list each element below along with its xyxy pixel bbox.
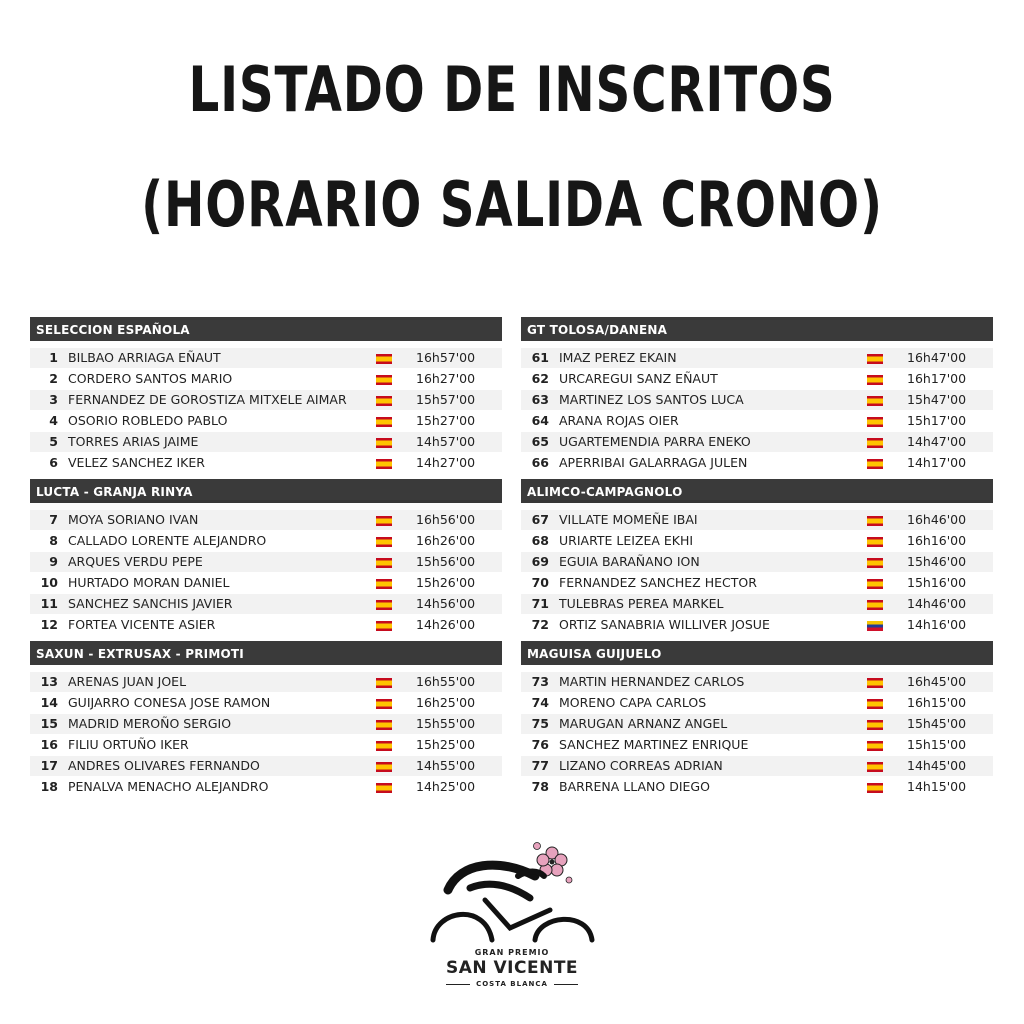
start-time: 14h46'00 xyxy=(907,596,967,611)
spain-flag-icon xyxy=(376,720,392,730)
rider-name: HURTADO MORAN DANIEL xyxy=(68,575,230,590)
rider-row xyxy=(30,551,502,572)
rider-row xyxy=(521,551,993,572)
start-time: 16h26'00 xyxy=(416,533,476,548)
rider-name: CORDERO SANTOS MARIO xyxy=(68,371,233,386)
rider-row xyxy=(521,530,993,551)
rider-name: URIARTE LEIZEA EKHI xyxy=(559,533,694,548)
start-time: 14h27'00 xyxy=(416,455,476,470)
rider-name: MARTIN HERNANDEZ CARLOS xyxy=(559,674,745,689)
rider-name: URCAREGUI SANZ EÑAUT xyxy=(559,371,718,386)
rider-row xyxy=(521,368,993,389)
rider-row xyxy=(521,593,993,614)
rider-row xyxy=(521,692,993,713)
rider-number: 18 xyxy=(40,779,58,794)
spain-flag-icon xyxy=(376,579,392,589)
start-time: 16h27'00 xyxy=(416,371,476,386)
rider-number: 71 xyxy=(531,596,549,611)
spain-flag-icon xyxy=(867,396,883,406)
start-time: 14h45'00 xyxy=(907,758,967,773)
start-time: 16h55'00 xyxy=(416,674,476,689)
team-header: GT TOLOSA/DANENA xyxy=(521,317,993,341)
rider-name: VILLATE MOMEÑE IBAI xyxy=(559,512,698,527)
team-block xyxy=(521,317,993,473)
spain-flag-icon xyxy=(376,417,392,427)
rider-number: 12 xyxy=(40,617,58,632)
rider-number: 72 xyxy=(531,617,549,632)
rider-row xyxy=(521,347,993,368)
rider-name: EGUIA BARAÑANO ION xyxy=(559,554,700,569)
spain-flag-icon xyxy=(376,537,392,547)
rider-name: FORTEA VICENTE ASIER xyxy=(68,617,216,632)
start-time: 14h16'00 xyxy=(907,617,967,632)
rider-name: MORENO CAPA CARLOS xyxy=(559,695,707,710)
rider-name: FILIU ORTUÑO IKER xyxy=(68,737,189,752)
rider-number: 7 xyxy=(49,512,58,527)
rider-name: SANCHEZ MARTINEZ ENRIQUE xyxy=(559,737,749,752)
rider-name: PENALVA MENACHO ALEJANDRO xyxy=(68,779,269,794)
rider-number: 70 xyxy=(531,575,549,590)
start-time: 15h27'00 xyxy=(416,413,476,428)
spain-flag-icon xyxy=(376,558,392,568)
rider-name: CALLADO LORENTE ALEJANDRO xyxy=(68,533,267,548)
rider-name: IMAZ PEREZ EKAIN xyxy=(559,350,677,365)
start-time: 15h46'00 xyxy=(907,554,967,569)
start-time: 15h25'00 xyxy=(416,737,476,752)
spain-flag-icon xyxy=(376,699,392,709)
rider-name: BILBAO ARRIAGA EÑAUT xyxy=(68,350,221,365)
rider-number: 5 xyxy=(49,434,58,449)
rider-name: MOYA SORIANO IVAN xyxy=(68,512,199,527)
team-header: MAGUISA GUIJUELO xyxy=(521,641,993,665)
start-time: 16h56'00 xyxy=(416,512,476,527)
rider-name: LIZANO CORREAS ADRIAN xyxy=(559,758,723,773)
start-time: 15h55'00 xyxy=(416,716,476,731)
rider-name: BARRENA LLANO DIEGO xyxy=(559,779,710,794)
spain-flag-icon xyxy=(376,459,392,469)
team-header: SELECCION ESPAÑOLA xyxy=(30,317,502,341)
rider-name: FERNANDEZ DE GOROSTIZA MITXELE AIMAR xyxy=(68,392,347,407)
rider-name: MARTINEZ LOS SANTOS LUCA xyxy=(559,392,744,407)
rider-number: 10 xyxy=(40,575,58,590)
spain-flag-icon xyxy=(867,678,883,688)
team-header: LUCTA - GRANJA RINYA xyxy=(30,479,502,503)
rider-row xyxy=(521,776,993,797)
rider-row xyxy=(521,671,993,692)
rider-row xyxy=(30,347,502,368)
rider-name: ARENAS JUAN JOEL xyxy=(68,674,187,689)
spain-flag-icon xyxy=(376,396,392,406)
rider-name: OSORIO ROBLEDO PABLO xyxy=(68,413,228,428)
rider-name: SANCHEZ SANCHIS JAVIER xyxy=(68,596,233,611)
start-time: 14h25'00 xyxy=(416,779,476,794)
start-time: 16h16'00 xyxy=(907,533,967,548)
start-time: 14h56'00 xyxy=(416,596,476,611)
rider-number: 78 xyxy=(531,779,549,794)
logo-san-vicente-text: SAN VICENTE xyxy=(445,958,579,978)
spain-flag-icon xyxy=(867,438,883,448)
rider-row xyxy=(521,431,993,452)
rider-number: 75 xyxy=(531,716,549,731)
rider-row xyxy=(30,776,502,797)
rider-number: 6 xyxy=(49,455,58,470)
start-time: 16h25'00 xyxy=(416,695,476,710)
spain-flag-icon xyxy=(867,783,883,793)
spain-flag-icon xyxy=(867,516,883,526)
rider-name: ARQUES VERDU PEPE xyxy=(68,554,203,569)
team-header: ALIMCO-CAMPAGNOLO xyxy=(521,479,993,503)
rider-row xyxy=(521,389,993,410)
start-time: 16h17'00 xyxy=(907,371,967,386)
rider-name: ARANA ROJAS OIER xyxy=(559,413,679,428)
spain-flag-icon xyxy=(867,537,883,547)
spain-flag-icon xyxy=(376,762,392,772)
rider-name: FERNANDEZ SANCHEZ HECTOR xyxy=(559,575,757,590)
right-column xyxy=(521,317,993,803)
rider-number: 15 xyxy=(40,716,58,731)
spain-flag-icon xyxy=(376,741,392,751)
start-time: 15h56'00 xyxy=(416,554,476,569)
rider-name: VELEZ SANCHEZ IKER xyxy=(68,455,205,470)
spain-flag-icon xyxy=(867,459,883,469)
start-time: 16h47'00 xyxy=(907,350,967,365)
spain-flag-icon xyxy=(867,579,883,589)
page-title-line1: LISTADO DE INSCRITOS xyxy=(188,53,836,126)
spain-flag-icon xyxy=(867,558,883,568)
rider-number: 76 xyxy=(531,737,549,752)
start-time: 16h15'00 xyxy=(907,695,967,710)
rider-name: MARUGAN ARNANZ ANGEL xyxy=(559,716,728,731)
spain-flag-icon xyxy=(376,600,392,610)
rider-row xyxy=(30,755,502,776)
rider-row xyxy=(521,509,993,530)
rider-row xyxy=(30,452,502,473)
rider-number: 74 xyxy=(531,695,549,710)
cyclist-icon xyxy=(433,865,592,940)
start-time: 16h45'00 xyxy=(907,674,967,689)
spain-flag-icon xyxy=(376,621,392,631)
page-title-line2: (HORARIO SALIDA CRONO) xyxy=(141,168,883,241)
rider-name: ORTIZ SANABRIA WILLIVER JOSUE xyxy=(559,617,770,632)
team-block xyxy=(30,479,502,635)
spain-flag-icon xyxy=(376,516,392,526)
rider-name: UGARTEMENDIA PARRA ENEKO xyxy=(559,434,751,449)
start-time: 14h17'00 xyxy=(907,455,967,470)
rider-number: 4 xyxy=(49,413,58,428)
team-header: SAXUN - EXTRUSAX - PRIMOTI xyxy=(30,641,502,665)
rider-number: 13 xyxy=(40,674,58,689)
start-time: 16h46'00 xyxy=(907,512,967,527)
rider-row xyxy=(30,389,502,410)
team-block xyxy=(30,641,502,797)
rider-number: 2 xyxy=(49,371,58,386)
rider-number: 61 xyxy=(531,350,549,365)
start-time: 15h16'00 xyxy=(907,575,967,590)
spain-flag-icon xyxy=(867,375,883,385)
start-time: 15h47'00 xyxy=(907,392,967,407)
rider-number: 77 xyxy=(531,758,549,773)
start-time: 14h47'00 xyxy=(907,434,967,449)
rider-row xyxy=(30,734,502,755)
start-time: 14h15'00 xyxy=(907,779,967,794)
rider-row xyxy=(521,572,993,593)
rider-row xyxy=(521,410,993,431)
rider-row xyxy=(30,614,502,635)
rider-number: 62 xyxy=(531,371,549,386)
spain-flag-icon xyxy=(376,354,392,364)
rider-number: 1 xyxy=(49,350,58,365)
rider-row xyxy=(30,530,502,551)
rider-number: 9 xyxy=(49,554,58,569)
rider-number: 8 xyxy=(49,533,58,548)
rider-name: GUIJARRO CONESA JOSE RAMON xyxy=(68,695,271,710)
venezuela-flag-icon xyxy=(867,621,883,631)
rider-name: ANDRES OLIVARES FERNANDO xyxy=(68,758,260,773)
team-block xyxy=(30,317,502,473)
rider-row xyxy=(521,614,993,635)
rider-name: TULEBRAS PEREA MARKEL xyxy=(559,596,724,611)
start-time: 14h57'00 xyxy=(416,434,476,449)
start-time: 14h55'00 xyxy=(416,758,476,773)
rider-number: 65 xyxy=(531,434,549,449)
rider-row xyxy=(30,692,502,713)
rider-row xyxy=(521,452,993,473)
spain-flag-icon xyxy=(867,762,883,772)
start-time: 14h26'00 xyxy=(416,617,476,632)
rider-number: 3 xyxy=(49,392,58,407)
spain-flag-icon xyxy=(376,783,392,793)
rider-row xyxy=(30,713,502,734)
start-time: 15h17'00 xyxy=(907,413,967,428)
spain-flag-icon xyxy=(867,699,883,709)
rider-number: 66 xyxy=(531,455,549,470)
team-block xyxy=(521,479,993,635)
rider-number: 17 xyxy=(40,758,58,773)
rider-name: TORRES ARIAS JAIME xyxy=(68,434,199,449)
spain-flag-icon xyxy=(867,354,883,364)
spain-flag-icon xyxy=(376,375,392,385)
logo-costa-blanca-text: COSTA BLANCA xyxy=(0,980,1024,988)
rider-row xyxy=(521,713,993,734)
start-time: 15h15'00 xyxy=(907,737,967,752)
rider-row xyxy=(30,593,502,614)
rider-number: 14 xyxy=(40,695,58,710)
start-time: 15h57'00 xyxy=(416,392,476,407)
rider-name: APERRIBAI GALARRAGA JULEN xyxy=(559,455,748,470)
rider-row xyxy=(521,755,993,776)
rider-number: 63 xyxy=(531,392,549,407)
start-time: 16h57'00 xyxy=(416,350,476,365)
rider-row xyxy=(521,734,993,755)
start-time: 15h26'00 xyxy=(416,575,476,590)
left-column xyxy=(30,317,502,803)
start-time: 15h45'00 xyxy=(907,716,967,731)
rider-row xyxy=(30,509,502,530)
rider-row xyxy=(30,572,502,593)
rider-number: 69 xyxy=(531,554,549,569)
spain-flag-icon xyxy=(867,720,883,730)
rider-number: 16 xyxy=(40,737,58,752)
rider-row xyxy=(30,410,502,431)
team-block xyxy=(521,641,993,797)
rider-row xyxy=(30,431,502,452)
rider-number: 64 xyxy=(531,413,549,428)
logo-gran-premio-text: GRAN PREMIO xyxy=(474,948,550,957)
spain-flag-icon xyxy=(376,678,392,688)
spain-flag-icon xyxy=(376,438,392,448)
rider-number: 68 xyxy=(531,533,549,548)
spain-flag-icon xyxy=(867,417,883,427)
rider-number: 11 xyxy=(40,596,58,611)
rider-row xyxy=(30,368,502,389)
spain-flag-icon xyxy=(867,600,883,610)
rider-name: MADRID MEROÑO SERGIO xyxy=(68,716,232,731)
rider-number: 73 xyxy=(531,674,549,689)
rider-row xyxy=(30,671,502,692)
rider-number: 67 xyxy=(531,512,549,527)
spain-flag-icon xyxy=(867,741,883,751)
